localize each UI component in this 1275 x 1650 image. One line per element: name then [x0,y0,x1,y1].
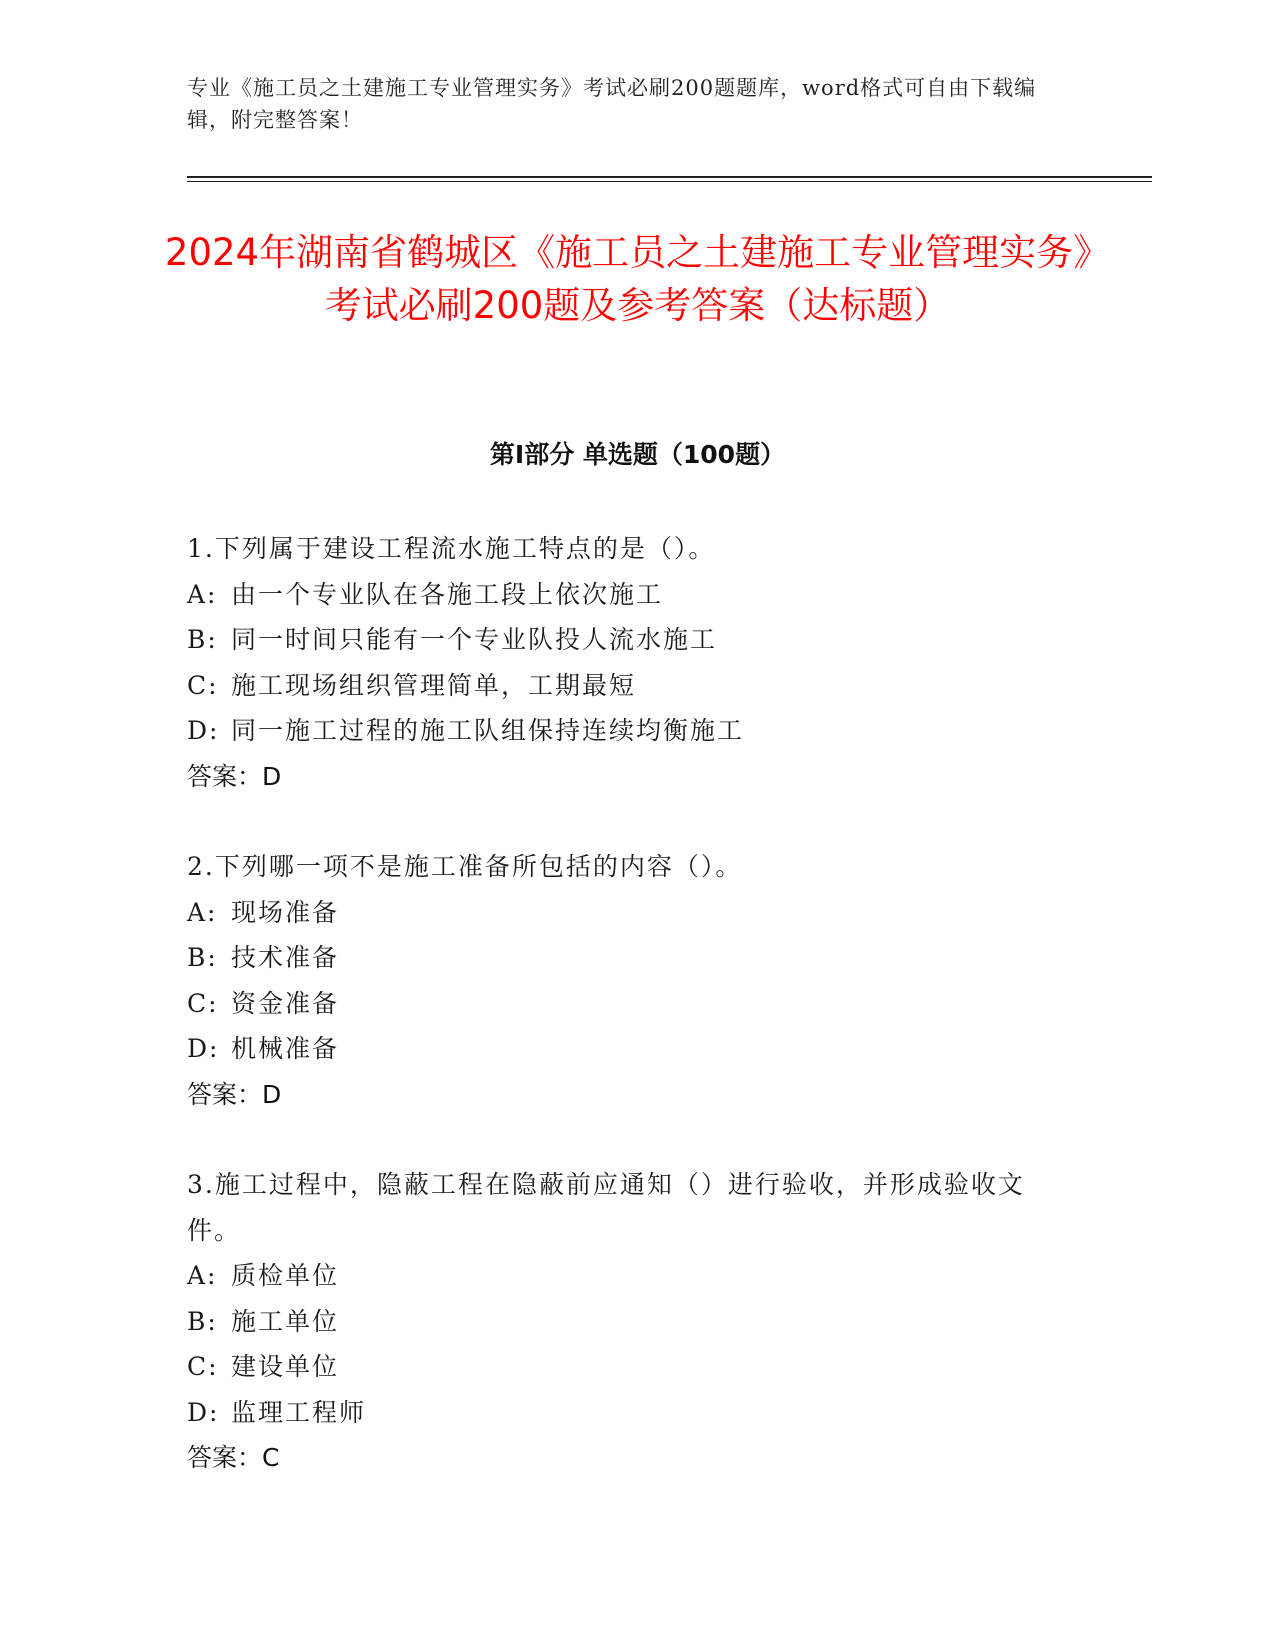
question-stem: 1.下列属于建设工程流水施工特点的是（）。 [187,534,716,563]
option-key: A: [187,579,218,609]
option-text: 现场准备 [231,897,340,927]
question-2 [187,844,1067,1117]
header-note: 专业《施工员之土建施工专业管理实务》考试必刷200题题库，word格式可自由下载编辑，附完整答案！ [187,76,1037,132]
section-heading: 第Ⅰ部分 单选题（100题） [489,440,786,469]
option-d [187,1390,1067,1436]
question-3 [187,1162,1067,1481]
document-title: 2024年湖南省鹤城区《施工员之土建施工专业管理实务》考试必刷200题及参考答案（达标题） [164,231,1111,327]
option-text: 质检单位 [231,1261,340,1290]
option-b [187,935,1067,981]
option-key: C: [187,1352,219,1381]
option-key: D: [187,1034,220,1063]
question-stem: 3.施工过程中，隐蔽工程在隐蔽前应通知（）进行验收，并形成验收文件。 [187,1170,1025,1245]
option-text: 同一时间只能有一个专业队投人流水施工 [231,625,718,654]
option-text: 技术准备 [231,943,340,972]
option-key: B: [187,625,218,654]
option-key: D: [187,1397,220,1427]
option-d [187,708,1067,754]
option-key: A: [187,1261,218,1290]
answer-line: 答案：C [187,1443,280,1472]
question-stem: 2.下列哪一项不是施工准备所包括的内容（）。 [187,852,743,881]
option-b [187,617,1067,663]
option-d [187,1026,1067,1072]
question-1 [187,526,1067,799]
option-text: 同一施工过程的施工队组保持连续均衡施工 [231,716,745,745]
option-key: A: [187,897,218,927]
option-c [187,1344,1067,1390]
option-text: 资金准备 [231,988,340,1018]
option-b [187,1299,1067,1345]
option-key: B: [187,943,218,972]
option-key: B: [187,1306,218,1336]
option-text: 由一个专业队在各施工段上依次施工 [231,579,664,609]
header-divider-thick [187,176,1152,178]
option-text: 施工单位 [231,1306,340,1336]
answer-line: 答案：D [187,761,282,791]
option-text: 监理工程师 [231,1397,367,1427]
option-c [187,663,1067,709]
option-key: C: [187,670,219,700]
option-text: 机械准备 [231,1034,340,1063]
option-a [187,890,1067,936]
option-a [187,572,1067,618]
option-key: C: [187,988,219,1018]
option-key: D: [187,716,220,745]
option-c [187,981,1067,1027]
answer-line: 答案：D [187,1079,282,1109]
option-text: 施工现场组织管理简单，工期最短 [231,670,637,700]
question-list [187,526,1067,1526]
option-a [187,1253,1067,1299]
header-divider-thin [187,181,1152,182]
option-text: 建设单位 [231,1352,340,1381]
